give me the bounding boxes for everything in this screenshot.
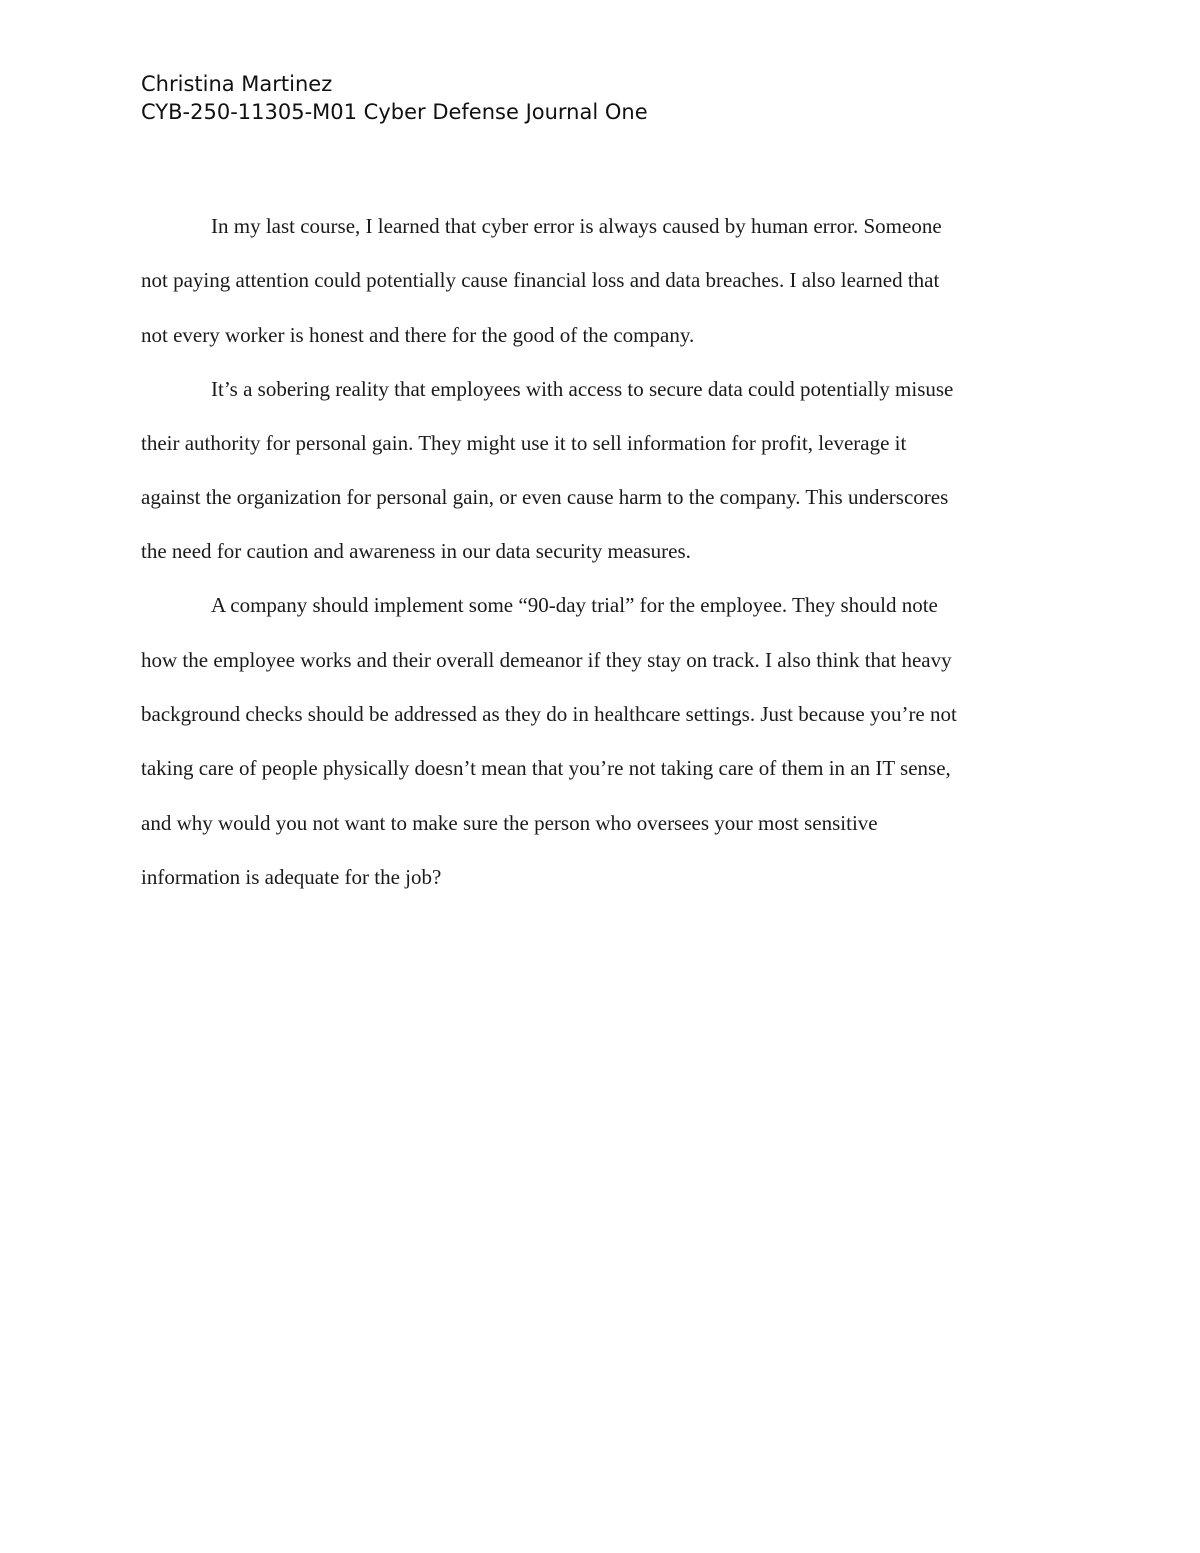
- paragraph-line: not every worker is honest and there for the good of the company.: [141, 322, 695, 347]
- paragraph-2: [141, 373, 1066, 574]
- paragraph-line: background checks should be addressed as they do in healthcare settings. Just because you’re not: [141, 702, 957, 727]
- paragraph-line: and why would you not want to make sure the person who oversees your most sensitive: [141, 810, 878, 835]
- paragraph-line: against the organization for personal gain, or even cause harm to the company. This underscores: [141, 485, 949, 510]
- paragraph-1: [141, 210, 1066, 357]
- author-name: Christina Martinez: [141, 72, 333, 96]
- paragraph-line: A company should implement some “90-day trial” for the employee. They should note: [211, 593, 938, 618]
- paragraph-line: taking care of people physically doesn’t mean that you’re not taking care of them in an IT sense,: [141, 756, 951, 781]
- document-header: [141, 70, 1081, 126]
- paragraph-line: In my last course, I learned that cyber error is always caused by human error. Someone: [211, 214, 942, 238]
- paragraph-line: not paying attention could potentially cause financial loss and data breaches. I also learned that: [141, 268, 940, 293]
- paragraph-line: their authority for personal gain. They might use it to sell information for profit, leverage it: [141, 430, 907, 455]
- paragraph-line: information is adequate for the job?: [141, 864, 442, 889]
- paragraph-3: [141, 589, 1066, 898]
- paragraph-line: the need for caution and awareness in our data security measures.: [141, 539, 691, 564]
- paragraph-line: how the employee works and their overall demeanor if they stay on track. I also think that heavy: [141, 647, 952, 672]
- course-title: CYB-250-11305-M01 Cyber Defense Journal One: [141, 100, 648, 124]
- paragraph-line: It’s a sobering reality that employees with access to secure data could potentially misuse: [211, 376, 954, 401]
- document-body: [141, 210, 1066, 915]
